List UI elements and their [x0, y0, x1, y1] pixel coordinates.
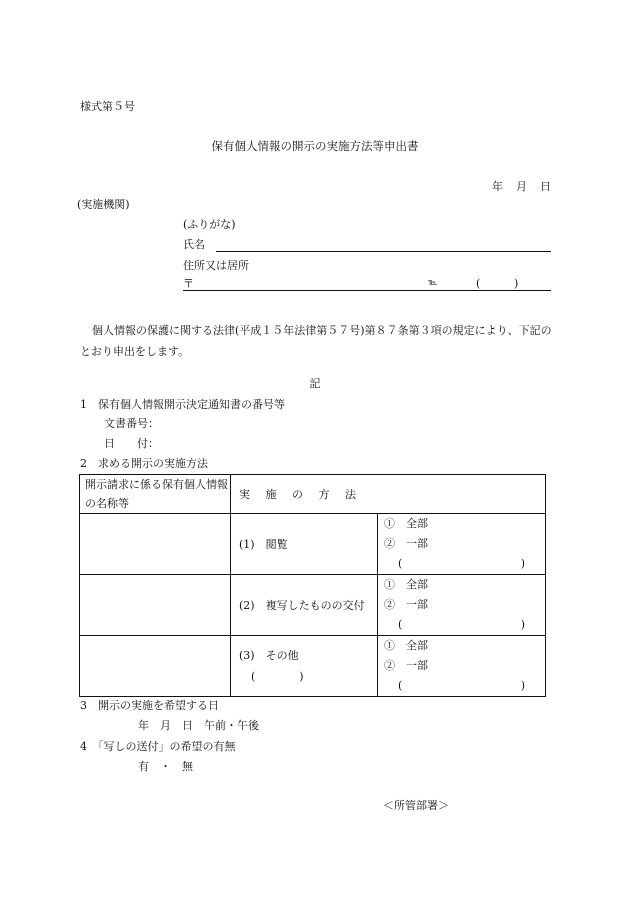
paren-close: ) — [520, 557, 525, 570]
body-text: 個人情報の保護に関する法律(平成１５年法律第５７号)第８７条第３項の規定により、下記のとおり申出をします。 — [80, 324, 552, 358]
method-label: (3) その他 — [239, 649, 299, 662]
method-cell — [231, 636, 378, 697]
tel-paren-close: ) — [514, 277, 519, 290]
section4-heading: 4 「写しの送付」の希望の有無 — [80, 740, 236, 753]
tel-paren-open: ( — [476, 277, 481, 290]
option-partial[interactable]: ② 一部 — [384, 537, 428, 550]
tel-label: ℡ — [428, 278, 438, 288]
furigana-label: (ふりがな) — [183, 218, 236, 231]
header-info-name: 開示請求に係る保有個人情報の名称等 — [80, 475, 231, 514]
info-name-cell[interactable] — [80, 575, 231, 636]
table-row — [80, 575, 546, 636]
submission-date: 年 月 日 — [492, 180, 552, 193]
table-row — [80, 636, 546, 697]
scope-cell — [378, 636, 546, 697]
implementing-agency: (実施機関) — [77, 198, 130, 211]
option-partial[interactable]: ② 一部 — [384, 659, 428, 672]
document-number-label: 文書番号： — [104, 417, 159, 430]
paren-close: ) — [520, 618, 525, 631]
method-label: (1) 閲覧 — [239, 537, 288, 551]
option-all[interactable]: ① 全部 — [384, 639, 428, 652]
page-title: 保有個人情報の開示の実施方法等申出書 — [211, 139, 419, 153]
paren-open: ( — [398, 618, 403, 631]
method-cell — [231, 575, 378, 636]
disclosure-method-table — [79, 474, 546, 697]
table-row — [80, 514, 546, 575]
preferred-date[interactable]: 年 月 日 午前・午後 — [138, 719, 259, 732]
address-field[interactable] — [183, 290, 551, 291]
address-label: 住所又は居所 — [183, 259, 249, 272]
name-label: 氏名 — [183, 238, 205, 251]
partial-detail[interactable] — [378, 676, 545, 696]
header-method: 実 施 の 方 法 — [231, 475, 546, 514]
department-label: ＜所管部署＞ — [383, 799, 449, 812]
ki-heading: 記 — [309, 377, 321, 390]
section1-heading: 1 保有個人情報開示決定通知書の番号等 — [80, 398, 285, 411]
section3-heading: 3 開示の実施を希望する日 — [80, 699, 219, 712]
section2-heading: 2 求める開示の実施方法 — [80, 457, 208, 470]
option-all[interactable]: ① 全部 — [384, 517, 428, 530]
copy-delivery-options[interactable]: 有 ・ 無 — [138, 760, 193, 773]
scope-cell — [378, 575, 546, 636]
info-name-cell[interactable] — [80, 636, 231, 697]
paren-open: ( — [398, 679, 403, 692]
scope-cell — [378, 514, 546, 575]
form-number: 様式第５号 — [80, 100, 135, 113]
table-header-row — [80, 475, 546, 514]
partial-detail[interactable] — [378, 615, 545, 635]
name-field[interactable] — [216, 251, 551, 252]
method-cell — [231, 514, 378, 575]
paren-close: ) — [520, 679, 525, 692]
other-method-detail[interactable]: ( ) — [251, 670, 304, 683]
option-partial[interactable]: ② 一部 — [384, 598, 428, 611]
method-label: (2) 複写したものの交付 — [239, 598, 365, 612]
postal-mark: 〒 — [183, 277, 194, 290]
info-name-cell[interactable] — [80, 514, 231, 575]
notice-date-label: 日 付： — [104, 437, 159, 450]
partial-detail[interactable] — [378, 554, 545, 574]
paren-open: ( — [398, 557, 403, 570]
option-all[interactable]: ① 全部 — [384, 578, 428, 591]
